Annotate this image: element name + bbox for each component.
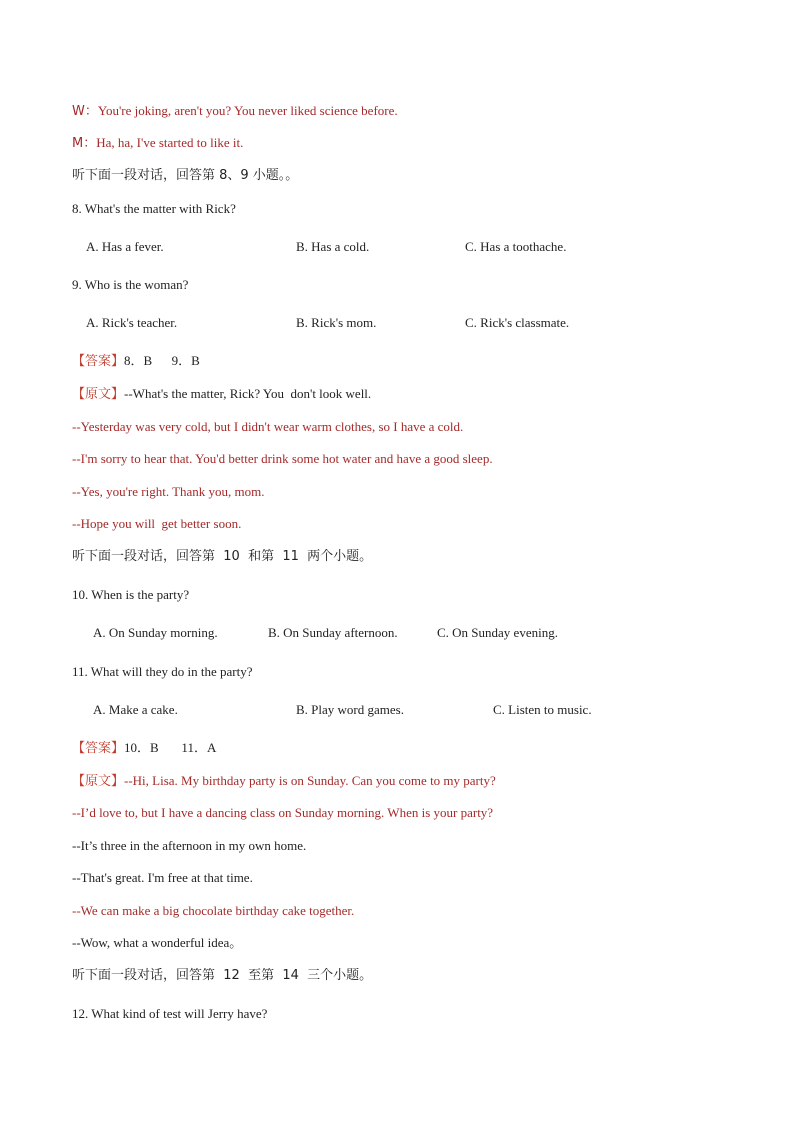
question-12: 12. What kind of test will Jerry have? xyxy=(72,1006,268,1021)
q9-option-b: B. Rick's mom. xyxy=(296,315,377,330)
script-8-9-line-1: 【原文】--What's the matter, Rick? You don't look well. xyxy=(72,386,372,402)
q8-option-a: A. Has a fever. xyxy=(86,239,164,254)
q10-option-a: A. On Sunday morning. xyxy=(93,625,218,640)
question-8: 8. What's the matter with Rick? xyxy=(72,201,236,216)
script-10-11-line-4: --That's great. I'm free at that time. xyxy=(72,870,253,885)
answer-10-11: 【答案】10．B 11．A xyxy=(72,740,217,756)
instruction-12-14: 听下面一段对话，回答第 12 至第 14 三个小题。 xyxy=(72,968,373,983)
q10-option-c: C. On Sunday evening. xyxy=(437,625,558,640)
script-10-11-line-6: --Wow, what a wonderful idea。 xyxy=(72,935,243,950)
script-8-9-line-2: --Yesterday was very cold, but I didn't wear warm clothes, so I have a cold. xyxy=(72,419,464,434)
dialog-line-m: M：Ha, ha, I've started to like it. xyxy=(72,135,244,151)
q11-option-a: A. Make a cake. xyxy=(93,702,178,717)
instruction-10-11: 听下面一段对话，回答第 10 和第 11 两个小题。 xyxy=(72,549,373,564)
q10-option-b: B. On Sunday afternoon. xyxy=(268,625,398,640)
q9-option-a: A. Rick's teacher. xyxy=(86,315,178,330)
q11-option-b: B. Play word games. xyxy=(296,702,404,717)
q9-option-c: C. Rick's classmate. xyxy=(465,315,570,330)
script-10-11-line-5: --We can make a big chocolate birthday cake together. xyxy=(72,903,355,918)
question-9: 9. Who is the woman? xyxy=(72,277,189,292)
question-10: 10. When is the party? xyxy=(72,587,190,602)
script-10-11-line-1: 【原文】--Hi, Lisa. My birthday party is on Sunday. Can you come to my party? xyxy=(72,773,496,789)
script-8-9-line-5: --Hope you will get better soon. xyxy=(72,516,242,531)
dialog-line-w: W：You're joking, aren't you? You never liked science before. xyxy=(72,103,398,119)
answer-8-9: 【答案】8．B 9．B xyxy=(72,353,200,369)
script-10-11-line-2: --I’d love to, but I have a dancing class on Sunday morning. When is your party? xyxy=(72,805,494,820)
instruction-8-9: 听下面一段对话，回答第 8、9 小题。。 xyxy=(72,168,299,183)
q11-option-c: C. Listen to music. xyxy=(493,702,592,717)
script-10-11-line-3: --It’s three in the afternoon in my own home. xyxy=(72,838,307,853)
script-8-9-line-3: --I'm sorry to hear that. You'd better drink some hot water and have a good sleep. xyxy=(72,451,493,466)
q8-option-b: B. Has a cold. xyxy=(296,239,370,254)
q8-option-c: C. Has a toothache. xyxy=(465,239,567,254)
question-11: 11. What will they do in the party? xyxy=(72,664,253,679)
script-8-9-line-4: --Yes, you're right. Thank you, mom. xyxy=(72,484,265,499)
